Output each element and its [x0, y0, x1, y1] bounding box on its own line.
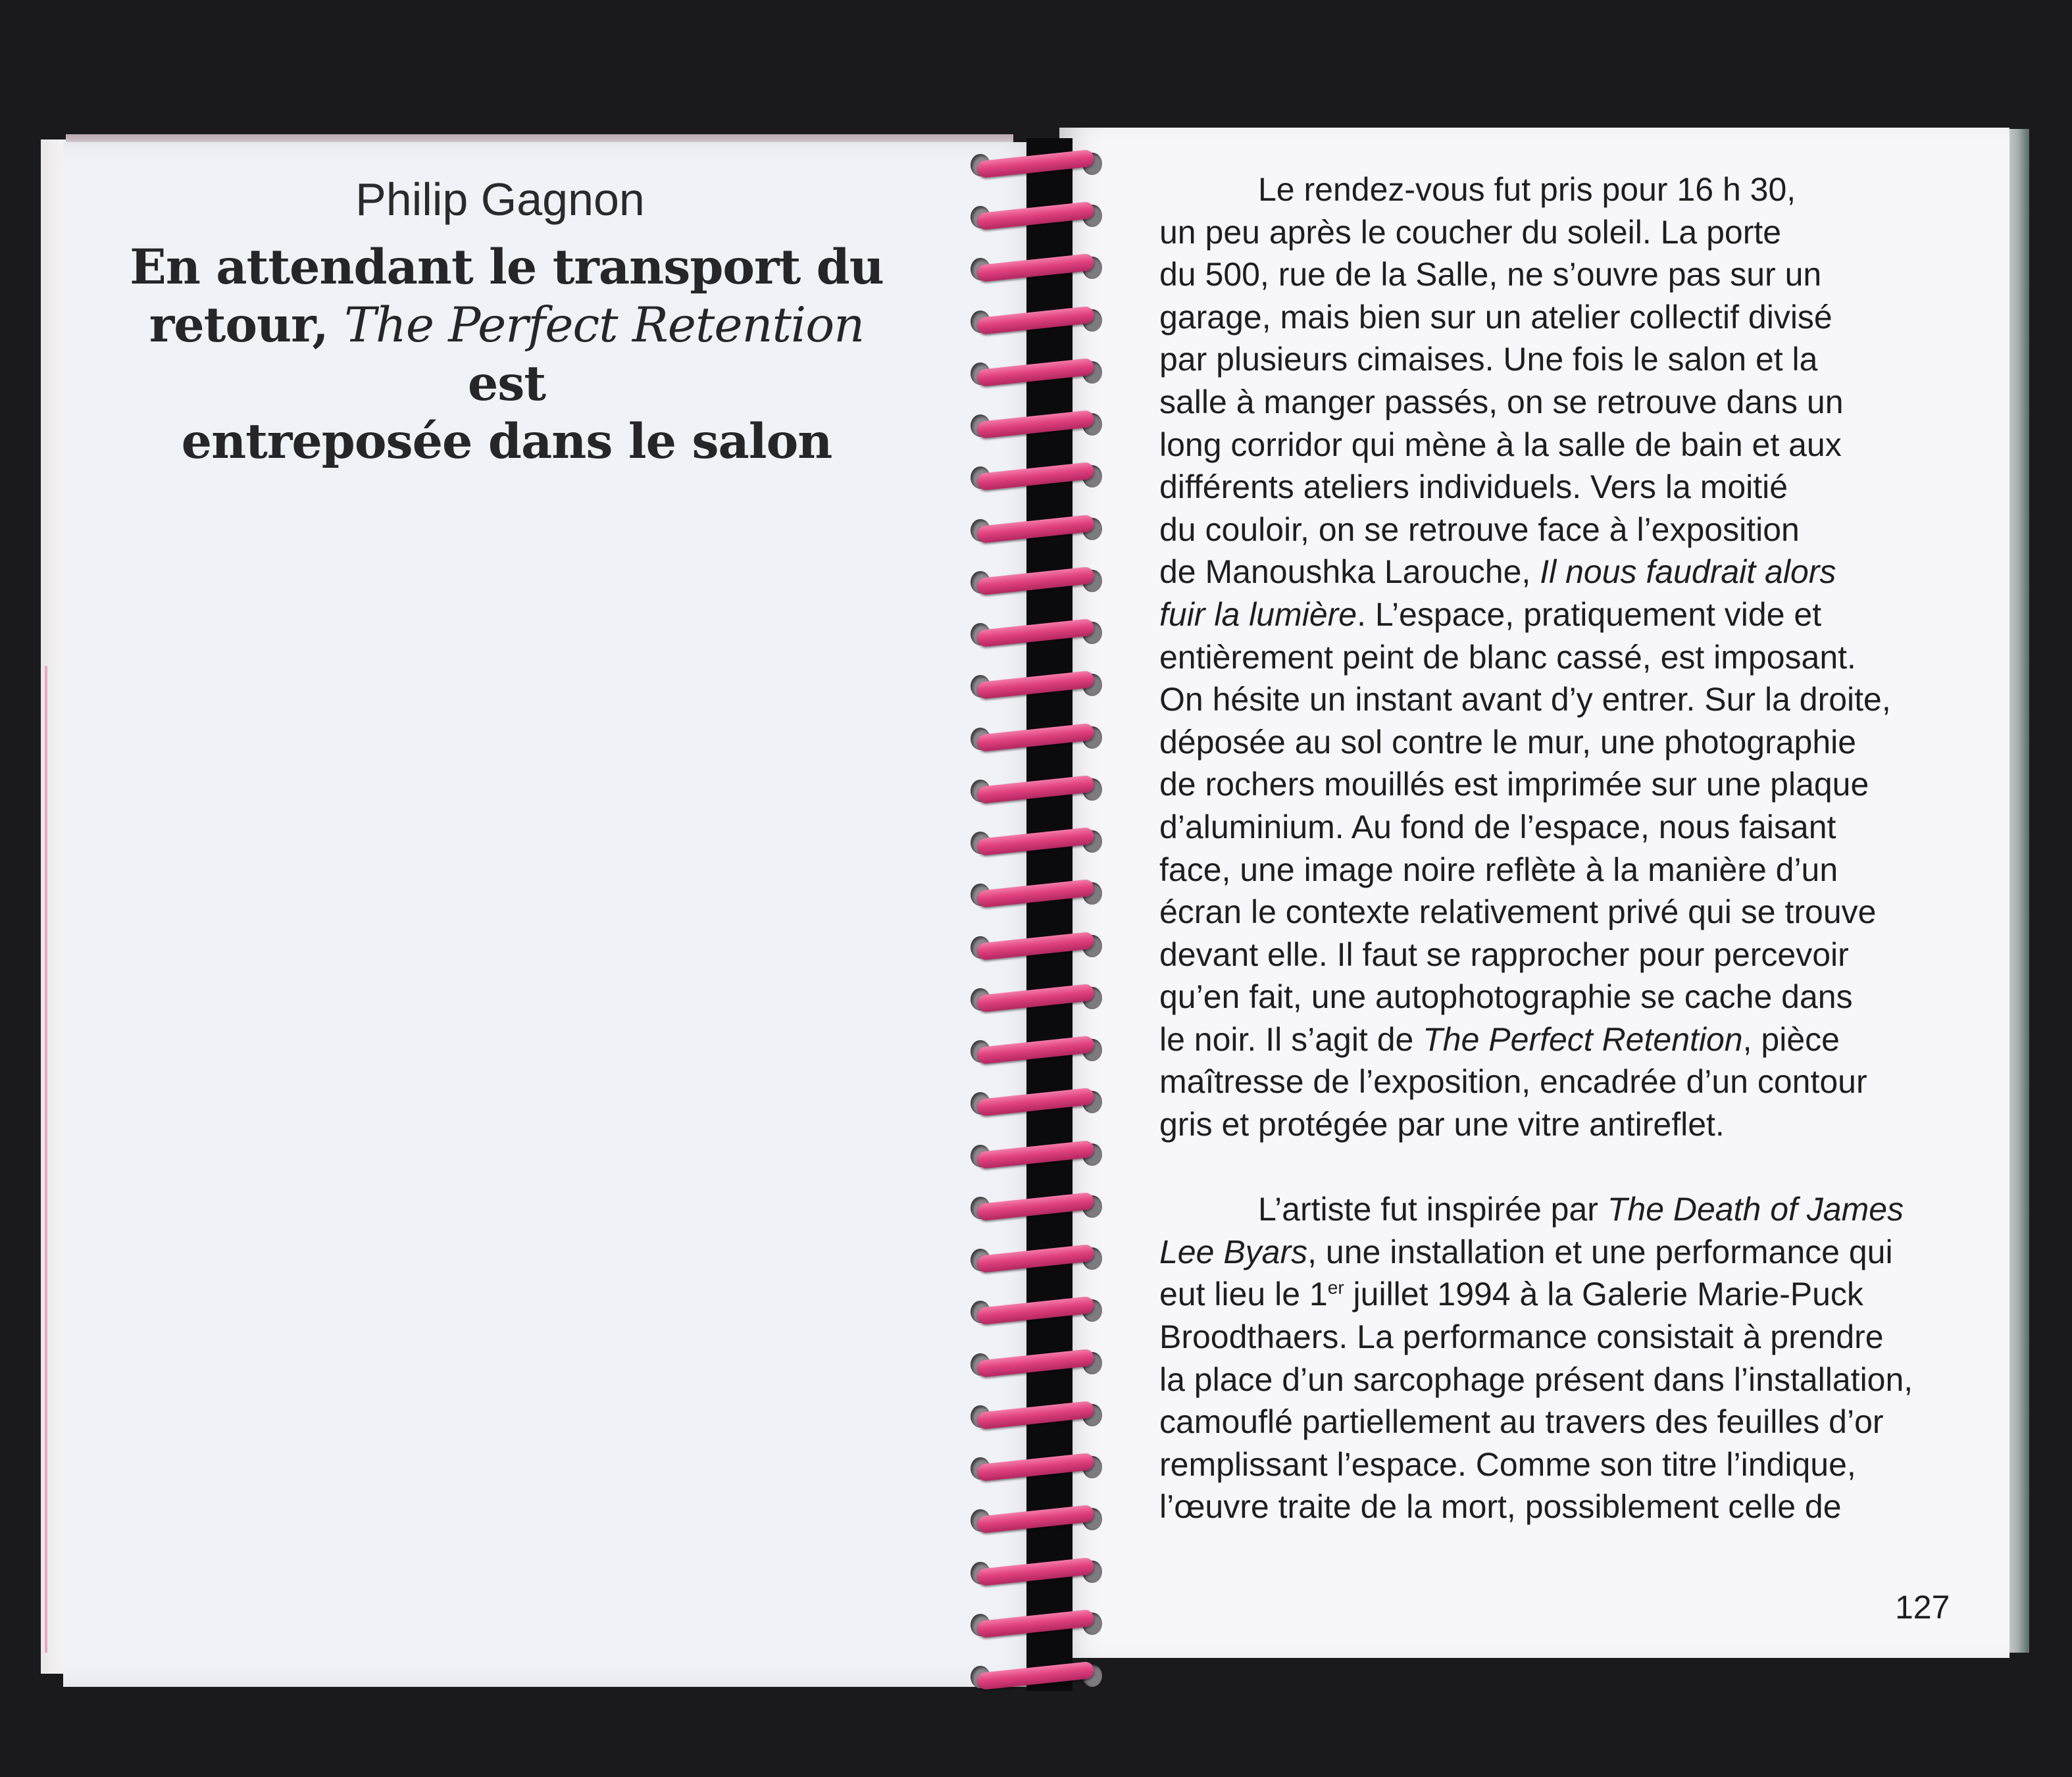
coil-ring	[971, 459, 1102, 497]
text-run: la place d’un sarcophage présent dans l’installation,	[1159, 1361, 1913, 1398]
coil-ring	[971, 928, 1102, 966]
coil-ring	[971, 1345, 1102, 1384]
coil-ring	[971, 1449, 1102, 1488]
coil-wire	[976, 722, 1095, 751]
coil-wire	[976, 1244, 1095, 1273]
coil-ring	[971, 1189, 1102, 1227]
coil-wire	[976, 1609, 1095, 1638]
text-line	[1159, 168, 1975, 211]
coil-wire	[976, 670, 1095, 699]
text-line	[1159, 381, 1975, 424]
coil-ring	[971, 980, 1102, 1018]
text-line	[1159, 1316, 1975, 1359]
text-run: long corridor qui mène à la salle de bain et aux	[1159, 426, 1842, 463]
coil-ring	[971, 1032, 1102, 1070]
text-line	[1159, 424, 1975, 466]
text-run: remplissant l’espace. Comme son titre l’indique,	[1159, 1445, 1856, 1483]
coil-ring	[971, 615, 1102, 653]
text-line	[1159, 976, 1975, 1018]
text-run: L’artiste fut inspirée par	[1258, 1191, 1607, 1228]
coil-wire	[976, 1348, 1095, 1377]
text-line	[1159, 1359, 1975, 1401]
coil-wire	[976, 775, 1095, 804]
text-line	[1159, 806, 1975, 849]
paragraph-gap	[1159, 1146, 1975, 1189]
text-line	[1159, 721, 1975, 764]
coil-wire	[976, 358, 1095, 387]
coil-wire	[976, 1296, 1095, 1325]
coil-ring	[971, 1606, 1102, 1644]
text-run: qu’en fait, une autophotographie se cache dans	[1159, 978, 1853, 1016]
title-run: est	[467, 355, 546, 412]
text-run: par plusieurs cimaises. Une fois le salon et la	[1159, 341, 1818, 378]
coil-wire	[976, 253, 1095, 282]
coil-wire	[976, 1661, 1095, 1690]
coil-ring	[971, 303, 1102, 341]
italic-run: fuir la lumière	[1159, 595, 1357, 633]
text-run: , pièce	[1742, 1020, 1840, 1058]
coil-ring	[971, 250, 1102, 288]
text-line	[1159, 509, 1975, 551]
coil-ring	[971, 1293, 1102, 1331]
coil-ring	[971, 1397, 1102, 1436]
title-run: En attendant le transport du	[130, 239, 884, 295]
coil-wire	[976, 514, 1095, 543]
text-line	[1159, 551, 1975, 593]
coil-wire	[976, 1192, 1095, 1221]
coil-wire	[976, 618, 1095, 647]
coil-wire	[976, 1401, 1095, 1430]
text-run: de rochers mouillés est imprimée sur une plaque	[1159, 766, 1869, 803]
coil-ring	[971, 1501, 1102, 1539]
coil-wire	[976, 1557, 1095, 1586]
text-line	[1159, 1231, 1975, 1274]
coil-wire	[976, 305, 1095, 334]
text-line	[1159, 593, 1975, 636]
coil-ring	[971, 1241, 1102, 1279]
coil-ring	[971, 1658, 1102, 1696]
text-line	[1159, 1486, 1975, 1528]
coil-ring	[971, 876, 1102, 914]
coil-wire	[976, 984, 1095, 1013]
text-line	[1159, 891, 1975, 934]
coil-ring	[971, 146, 1102, 184]
text-run: On hésite un instant avant d’y entrer. Sur la droite,	[1159, 681, 1891, 718]
coil-wire	[976, 1453, 1095, 1482]
coil-ring	[971, 824, 1102, 862]
text-run: écran le contexte relativement privé qui se trouve	[1159, 893, 1877, 931]
text-run: du couloir, on se retrouve face à l’exposition	[1159, 511, 1800, 548]
coil-ring	[971, 563, 1102, 601]
text-line	[1159, 253, 1975, 296]
coil-wire	[976, 1088, 1095, 1116]
italic-run: The Death of James	[1607, 1191, 1904, 1228]
coil-ring	[971, 772, 1102, 810]
coil-ring	[971, 198, 1102, 236]
coil-ring	[971, 720, 1102, 758]
text-run: maîtresse de l’exposition, encadrée d’un contour	[1159, 1063, 1867, 1101]
coil-ring	[971, 511, 1102, 549]
text-run: de Manoushka Larouche,	[1159, 553, 1540, 591]
text-run: l’œuvre traite de la mort, possiblement celle de	[1159, 1488, 1842, 1526]
text-line	[1159, 1018, 1975, 1061]
coil-ring	[971, 1554, 1102, 1592]
text-line	[1159, 466, 1975, 509]
text-line	[1159, 763, 1975, 806]
text-line	[1159, 1103, 1975, 1146]
text-line	[1159, 1443, 1975, 1486]
text-run: . L’espace, pratiquement vide et	[1357, 595, 1822, 633]
text-run: juillet 1994 à la Galerie Marie-Puck	[1344, 1276, 1863, 1313]
coil-wire	[976, 1139, 1095, 1168]
text-run: Le rendez-vous fut pris pour 16 h 30,	[1258, 171, 1796, 208]
italic-run: Lee Byars	[1159, 1233, 1308, 1270]
coil-wire	[976, 879, 1095, 908]
coil-wire	[976, 410, 1095, 439]
text-run: face, une image noire reflète à la manière d’un	[1159, 851, 1838, 888]
text-line	[1159, 1061, 1975, 1103]
text-line	[1159, 1401, 1975, 1443]
title-italic-run: The Perfect Retention	[344, 297, 865, 353]
text-run: différents ateliers individuels. Vers la moitié	[1159, 468, 1788, 506]
text-line	[1159, 1188, 1975, 1231]
text-run: entièrement peint de blanc cassé, est imposant.	[1159, 638, 1856, 676]
title-line	[118, 413, 895, 470]
text-line	[1159, 678, 1975, 721]
coil-ring	[971, 667, 1102, 705]
text-run: devant elle. Il faut se rapprocher pour percevoir	[1159, 936, 1849, 973]
pink-page-edge	[45, 666, 47, 1653]
text-run: déposée au sol contre le mur, une photographie	[1159, 723, 1857, 761]
coil-wire	[976, 931, 1095, 960]
text-line	[1159, 849, 1975, 891]
title-line	[118, 296, 895, 413]
text-run: garage, mais bien sur un atelier collectif divisé	[1159, 298, 1832, 336]
coil-wire	[976, 566, 1095, 595]
italic-run: The Perfect Retention	[1423, 1020, 1743, 1058]
page-number: 127	[1895, 1589, 1950, 1626]
text-line	[1159, 636, 1975, 679]
coil-ring	[971, 1137, 1102, 1175]
coil-wire	[976, 462, 1095, 491]
text-line	[1159, 934, 1975, 976]
coil-wire	[976, 1505, 1095, 1534]
text-line	[1159, 296, 1975, 339]
coil-ring	[971, 1084, 1102, 1122]
author-name: Philip Gagnon	[355, 174, 645, 225]
italic-run: Il nous faudrait alors	[1540, 553, 1836, 591]
text-run: camouflé partiellement au travers des feuilles d’or	[1159, 1403, 1884, 1441]
text-run: d’aluminium. Au fond de l’espace, nous faisant	[1159, 808, 1836, 845]
text-line	[1159, 211, 1975, 254]
text-run: un peu après le coucher du soleil. La porte	[1159, 213, 1782, 251]
coil-wire	[976, 201, 1095, 230]
text-run: gris et protégée par une vitre antireflet.	[1159, 1106, 1725, 1143]
title-run: entreposée dans le salon	[181, 413, 832, 470]
coil-ring	[971, 355, 1102, 393]
text-run: eut lieu le 1	[1159, 1276, 1328, 1313]
coil-wire	[976, 1036, 1095, 1064]
title-line	[118, 238, 895, 296]
coil-wire	[976, 827, 1095, 856]
superscript: er	[1327, 1277, 1344, 1298]
chapter-title	[118, 238, 895, 470]
text-run: , une installation et une performance qui	[1307, 1233, 1893, 1270]
title-run: retour,	[149, 297, 345, 353]
coil-wire	[976, 149, 1095, 178]
text-run: Broodthaers. La performance consistait à prendre	[1159, 1318, 1884, 1356]
text-run: le noir. Il s’agit de	[1159, 1020, 1423, 1058]
text-line	[1159, 1273, 1975, 1316]
body-text	[1159, 168, 1975, 1528]
text-run: du 500, rue de la Salle, ne s’ouvre pas sur un	[1159, 256, 1822, 293]
text-run: salle à manger passés, on se retrouve dans un	[1159, 383, 1844, 420]
coil-ring	[971, 407, 1102, 445]
text-line	[1159, 338, 1975, 381]
